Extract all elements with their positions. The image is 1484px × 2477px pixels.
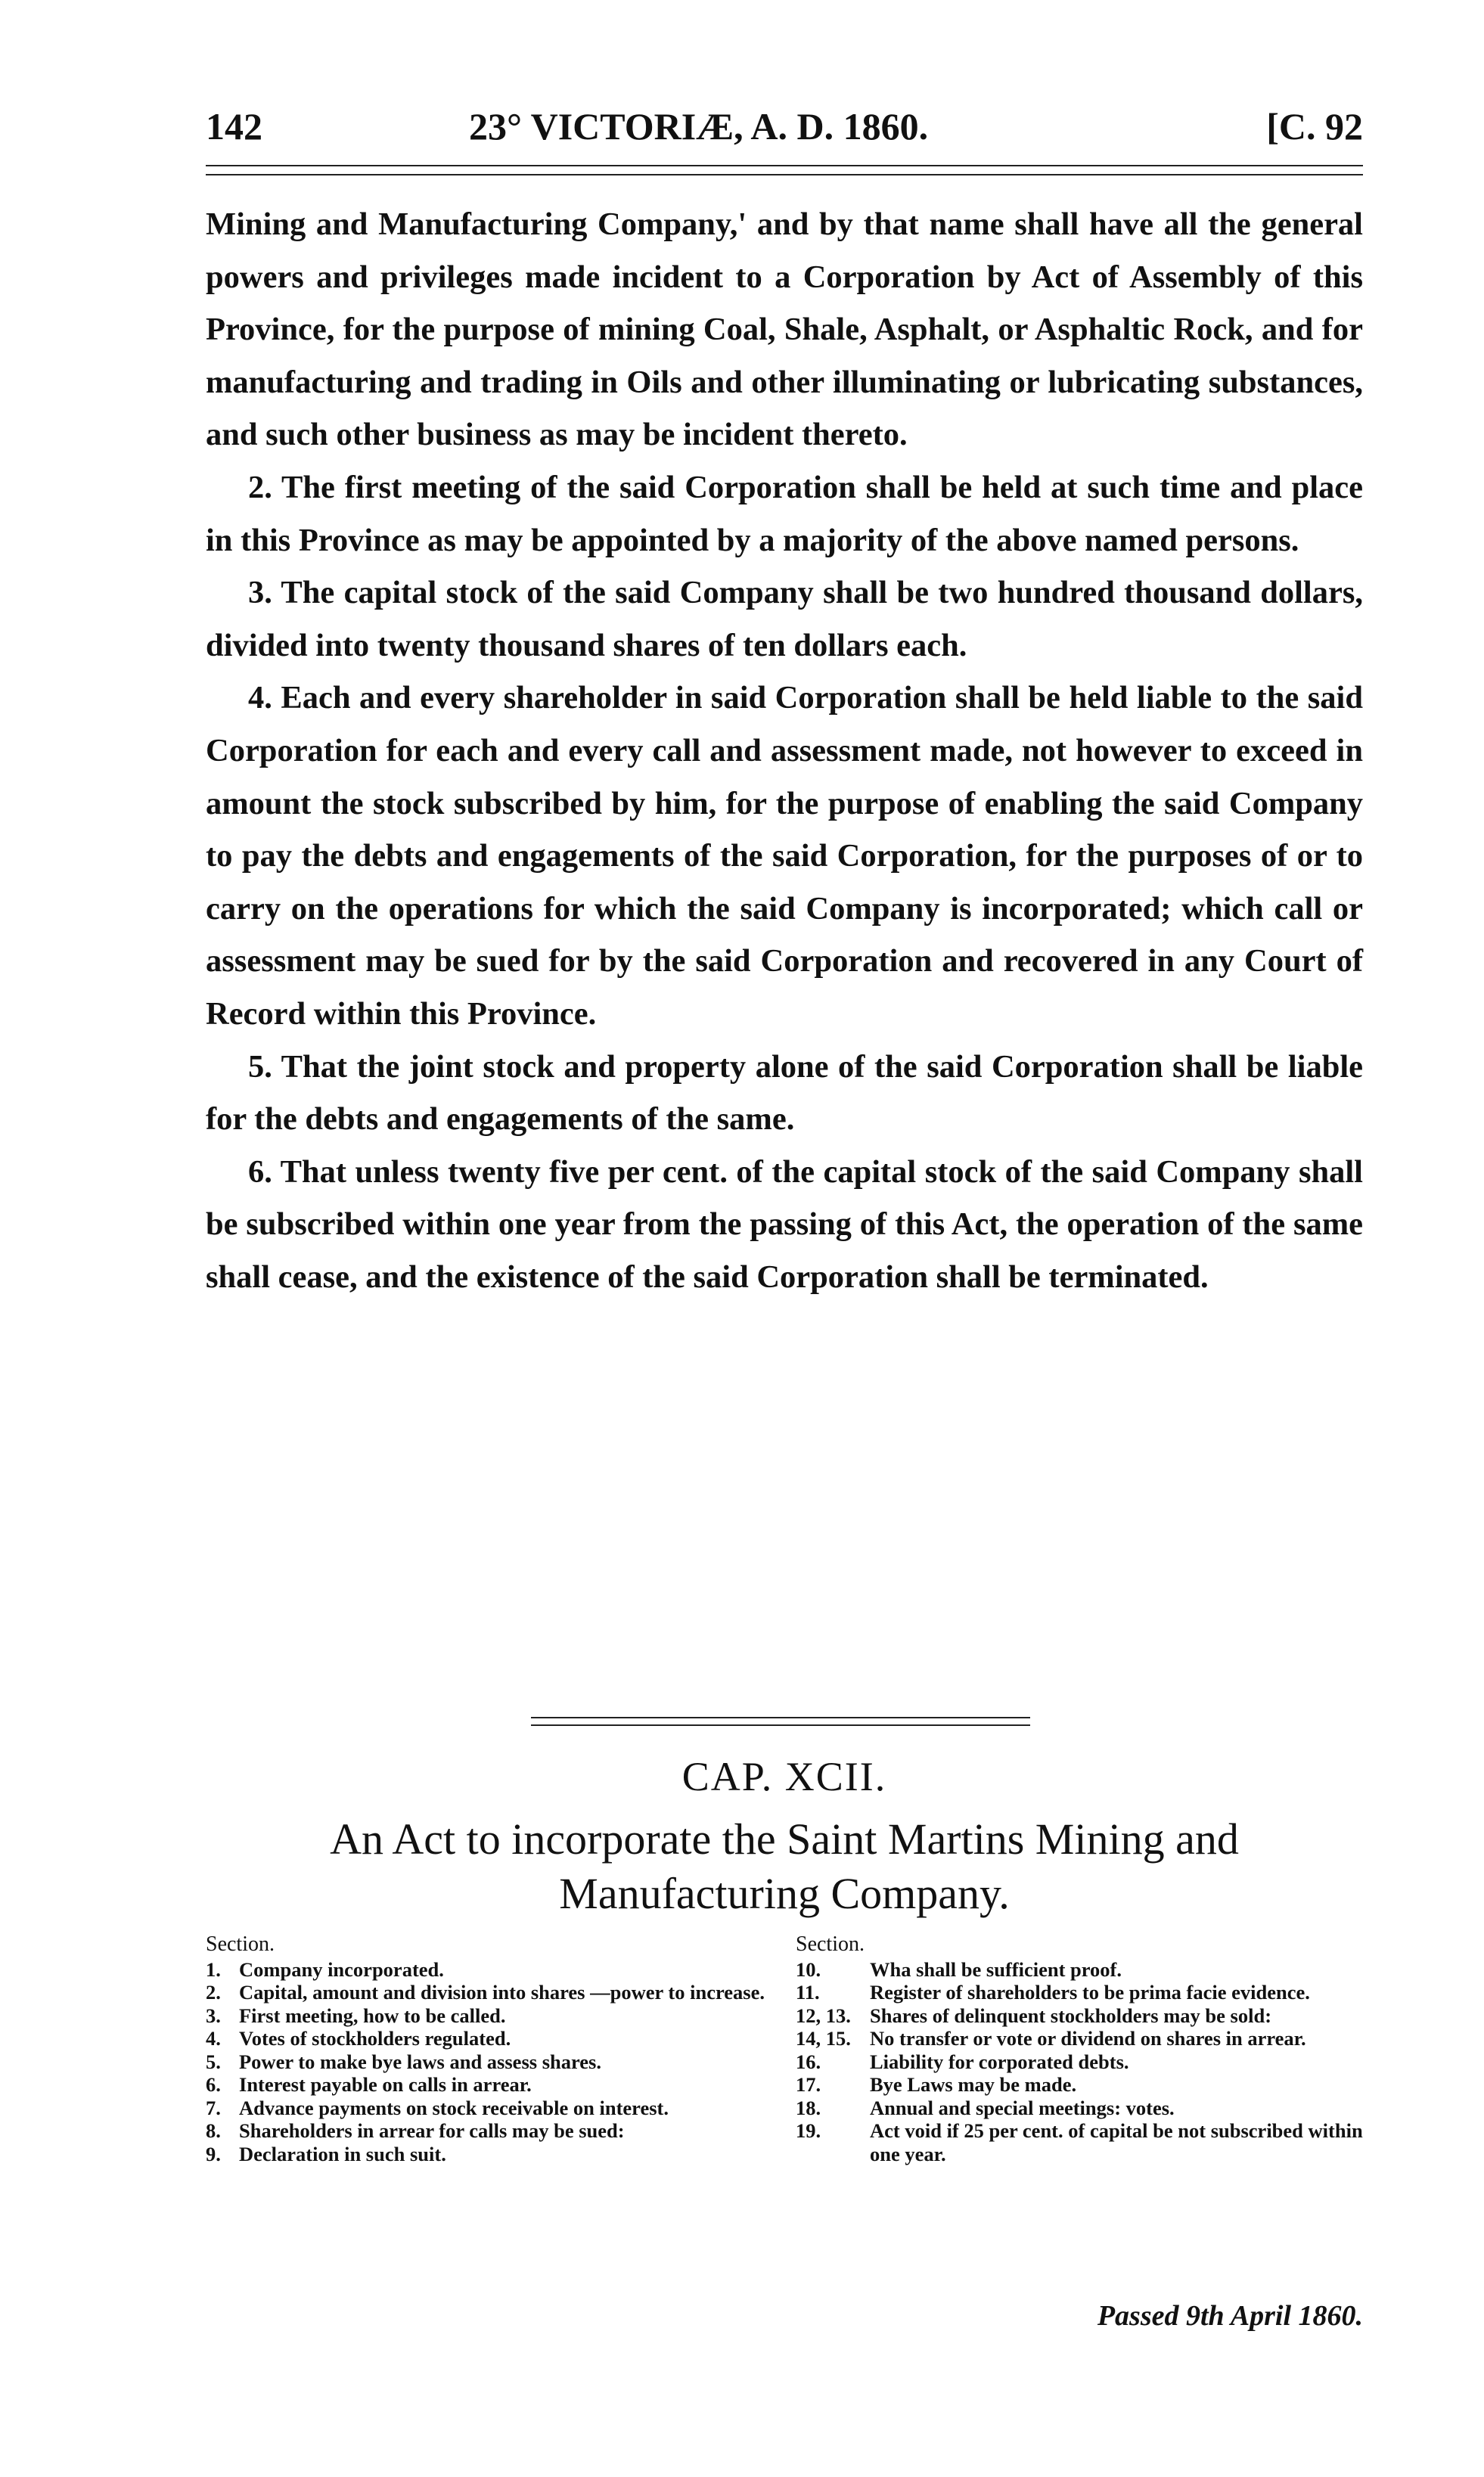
toc-entry-number: 1. xyxy=(206,1957,221,1981)
toc-entry xyxy=(796,2004,1363,2028)
chapter-reference: [C. 92 xyxy=(1266,105,1363,147)
section-index-left xyxy=(206,1933,773,2165)
toc-entry xyxy=(796,1981,1363,2004)
toc-entry-text: Company incorporated. xyxy=(239,1957,444,1981)
toc-entry xyxy=(206,2027,773,2050)
section-4: 4. Each and every shareholder in said Corporation shall be held liable to the said Corporation for each and every call and assessment made, not however to exceed in amount the stock subscribed by him, for the purpose of enabling the said Company to pay the debts and engagements of the said Corporation, for the purposes of or to carry on the operations for which the said Company is incorporated; which call or assessment may be sued for by the said Corporation and recovered in any Court of Record within this Province. xyxy=(206,680,1363,1032)
toc-entry-number: 17. xyxy=(796,2073,821,2096)
section-index-right xyxy=(796,1933,1363,2165)
page-header xyxy=(206,89,1363,157)
act-title xyxy=(206,1812,1363,1921)
toc-entry-text: Interest payable on calls in arrear. xyxy=(239,2073,532,2096)
paragraph-continuation: Mining and Manufacturing Company,' and by that name shall have all the general powers and privileges made incident to a Corporation by Act of Assembly of this Province, for the purpose of mining Coal, Shale, Asphalt, or Asphaltic Rock, and for manufacturing and trading in Oils and other illuminating or lubricating substances, and such other business as may be incident thereto. xyxy=(206,206,1363,453)
toc-entry-text: Bye Laws may be made. xyxy=(870,2073,1077,2096)
chapter-separator-rule xyxy=(531,1717,1030,1726)
toc-entry-number: 11. xyxy=(796,1981,820,2004)
toc-entry-number: 7. xyxy=(206,2096,221,2119)
toc-entry xyxy=(206,2004,773,2028)
toc-entry-text: Power to make bye laws and assess shares. xyxy=(239,2050,601,2073)
toc-entry-text: Annual and special meetings: votes. xyxy=(870,2096,1175,2119)
toc-entry xyxy=(206,2050,773,2074)
passed-date: Passed 9th April 1860. xyxy=(1097,2300,1363,2332)
toc-entry xyxy=(796,2050,1363,2074)
toc-entry xyxy=(206,2143,773,2166)
section-3: 3. The capital stock of the said Company shall be two hundred thousand dollars, divided into twenty thousand shares of ten dollars each. xyxy=(206,575,1363,663)
section-6: 6. That unless twenty five per cent. of the capital stock of the said Company shall be subscribed within one year from the passing of this Act, the operation of the same shall cease, and the existence of the said Corporation shall be terminated. xyxy=(206,1153,1363,1295)
section-heading-right: Section. xyxy=(796,1932,865,1956)
toc-entry xyxy=(796,2097,1363,2120)
toc-entry-number: 4. xyxy=(206,2027,221,2050)
toc-entry-number: 12, 13. xyxy=(796,2004,851,2027)
page-number: 142 xyxy=(206,105,262,147)
toc-entry-number: 10. xyxy=(796,1957,821,1981)
toc-entry-number: 3. xyxy=(206,2004,221,2027)
section-2: 2. The first meeting of the said Corporation shall be held at such time and place in this Province as may be appointed by a majority of the above named persons. xyxy=(206,469,1363,558)
toc-entry-number: 8. xyxy=(206,2119,221,2142)
toc-entry-number: 19. xyxy=(796,2119,821,2142)
toc-entry-text: Declaration in such suit. xyxy=(239,2142,446,2165)
toc-entry xyxy=(796,2073,1363,2097)
toc-entry-text: Wha shall be sufficient proof. xyxy=(870,1957,1122,1981)
toc-entry-text: Advance payments on stock receivable on interest. xyxy=(239,2096,669,2119)
toc-entry-number: 14, 15. xyxy=(796,2027,851,2050)
statute-body xyxy=(206,198,1363,1303)
document-page xyxy=(206,0,1363,2477)
toc-entry-text: Register of shareholders to be prima facie evidence. xyxy=(870,1981,1310,2004)
act-title-line-2: Manufacturing Company. xyxy=(559,1869,1010,1918)
toc-entry-number: 16. xyxy=(796,2050,821,2073)
toc-entry-text: Shares of delinquent stockholders may be sold: xyxy=(870,2004,1272,2027)
toc-entry-text: No transfer or vote or dividend on shares in arrear. xyxy=(870,2027,1306,2050)
toc-entry-text: First meeting, how to be called. xyxy=(239,2004,506,2027)
running-title: 23° VICTORIÆ, A. D. 1860. xyxy=(469,105,929,147)
toc-entry-text: Capital, amount and division into shares —power to increase. xyxy=(239,1981,765,2004)
toc-entry xyxy=(796,2119,1363,2165)
toc-entry xyxy=(206,1958,773,1982)
section-5: 5. That the joint stock and property alone of the said Corporation shall be liable for the debts and engagements of the same. xyxy=(206,1048,1363,1138)
toc-entry xyxy=(796,1958,1363,1982)
toc-entry-text: Votes of stockholders regulated. xyxy=(239,2027,511,2050)
toc-entry xyxy=(796,2027,1363,2050)
section-heading-left: Section. xyxy=(206,1932,275,1956)
toc-entry-text: Liability for corporated debts. xyxy=(870,2050,1129,2073)
header-double-rule xyxy=(206,165,1363,175)
toc-entry-text: Act void if 25 per cent. of capital be not subscribed within one year. xyxy=(870,2119,1363,2165)
toc-entry-number: 5. xyxy=(206,2050,221,2073)
toc-entry-number: 6. xyxy=(206,2073,221,2096)
toc-entry xyxy=(206,2097,773,2120)
toc-entry-number: 2. xyxy=(206,1981,221,2004)
toc-entry xyxy=(206,2073,773,2097)
act-title-line-1: An Act to incorporate the Saint Martins Mining and xyxy=(330,1814,1239,1864)
toc-entry-number: 9. xyxy=(206,2142,221,2165)
toc-entry xyxy=(206,1981,773,2004)
toc-entry-number: 18. xyxy=(796,2096,821,2119)
toc-entry-text: Shareholders in arrear for calls may be sued: xyxy=(239,2119,625,2142)
cap-title: CAP. XCII. xyxy=(681,1754,887,1799)
toc-entry xyxy=(206,2119,773,2143)
